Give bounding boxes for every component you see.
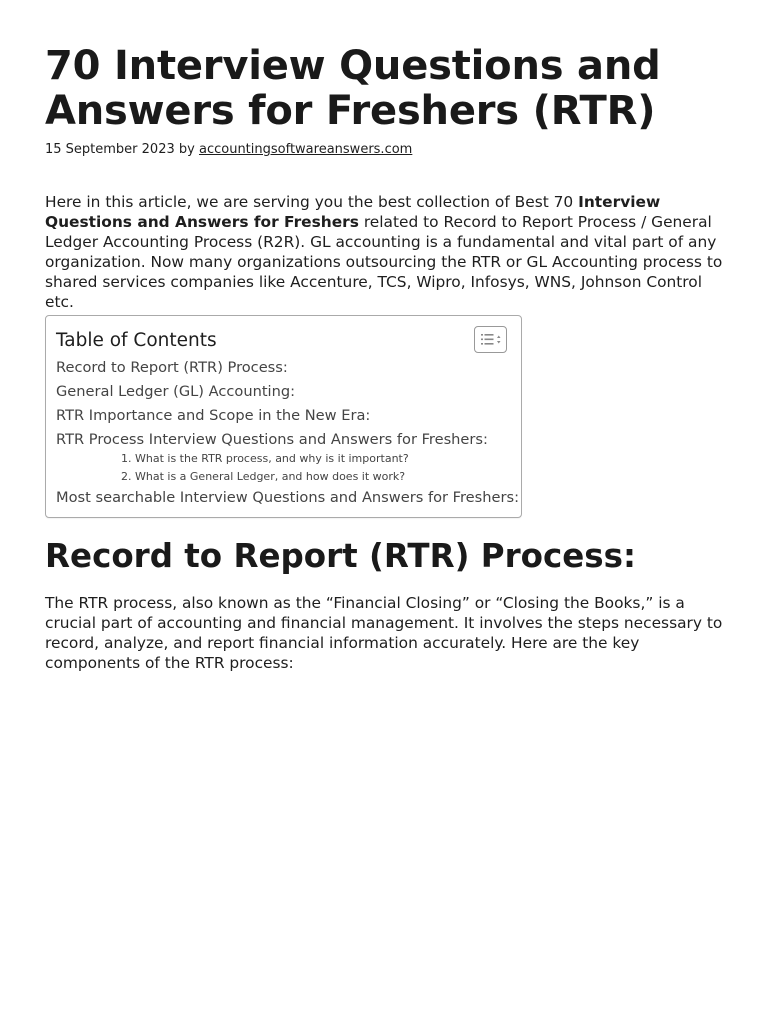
- table-of-contents: [45, 315, 522, 518]
- post-date: 15 September 2023: [45, 142, 175, 157]
- toc-title: Table of Contents: [56, 330, 217, 351]
- toc-item-rtr-process[interactable]: Record to Report (RTR) Process:: [56, 359, 288, 376]
- intro-text-start: Here in this article, we are serving you the best collection of Best 70: [45, 193, 579, 211]
- author-link[interactable]: accountingsoftwareanswers.com: [198, 142, 413, 157]
- intro-text-end: related to Record to Report Process / General Ledger Accounting Process (R2R). GL accounting is a fundamental and vital part of any organization. Now many organizations outsourcing the RTR or GL Accounting process to shared services companies like Accenture, TCS, Wipro, Infosys, WNS, Johnson Control etc.: [45, 213, 723, 311]
- toc-subitem-what-is-gl[interactable]: 2. What is a General Ledger, and how does it work?: [121, 470, 406, 483]
- page-title: 70 Interview Questions and Answers for Freshers (RTR): [45, 43, 661, 134]
- toc-item-gl-accounting[interactable]: General Ledger (GL) Accounting:: [56, 383, 296, 400]
- post-meta: [45, 141, 412, 158]
- toc-item-rtr-interview[interactable]: RTR Process Interview Questions and Answers for Freshers:: [56, 431, 488, 448]
- section-paragraph: The RTR process, also known as the “Financial Closing” or “Closing the Books,” is a crucial part of accounting and financial management. It involves the steps necessary to record, analyze, and report financial information accurately. Here are the key components of the RTR process:: [45, 594, 723, 672]
- intro-bold-text: Interview Questions and Answers for Freshers: [45, 193, 661, 231]
- post-by-label: by: [178, 142, 195, 157]
- toc-item-rtr-importance[interactable]: RTR Importance and Scope in the New Era:: [56, 407, 371, 424]
- list-toggle-icon[interactable]: [474, 326, 507, 353]
- section-heading: Record to Report (RTR) Process:: [45, 537, 636, 575]
- toc-item-most-searchable[interactable]: Most searchable Interview Questions and Answers for Freshers:: [56, 489, 519, 506]
- toc-subitem-what-is-rtr[interactable]: 1. What is the RTR process, and why is it important?: [121, 452, 409, 465]
- toc-toggle-glyph: [475, 327, 506, 352]
- intro-paragraph: [45, 192, 735, 312]
